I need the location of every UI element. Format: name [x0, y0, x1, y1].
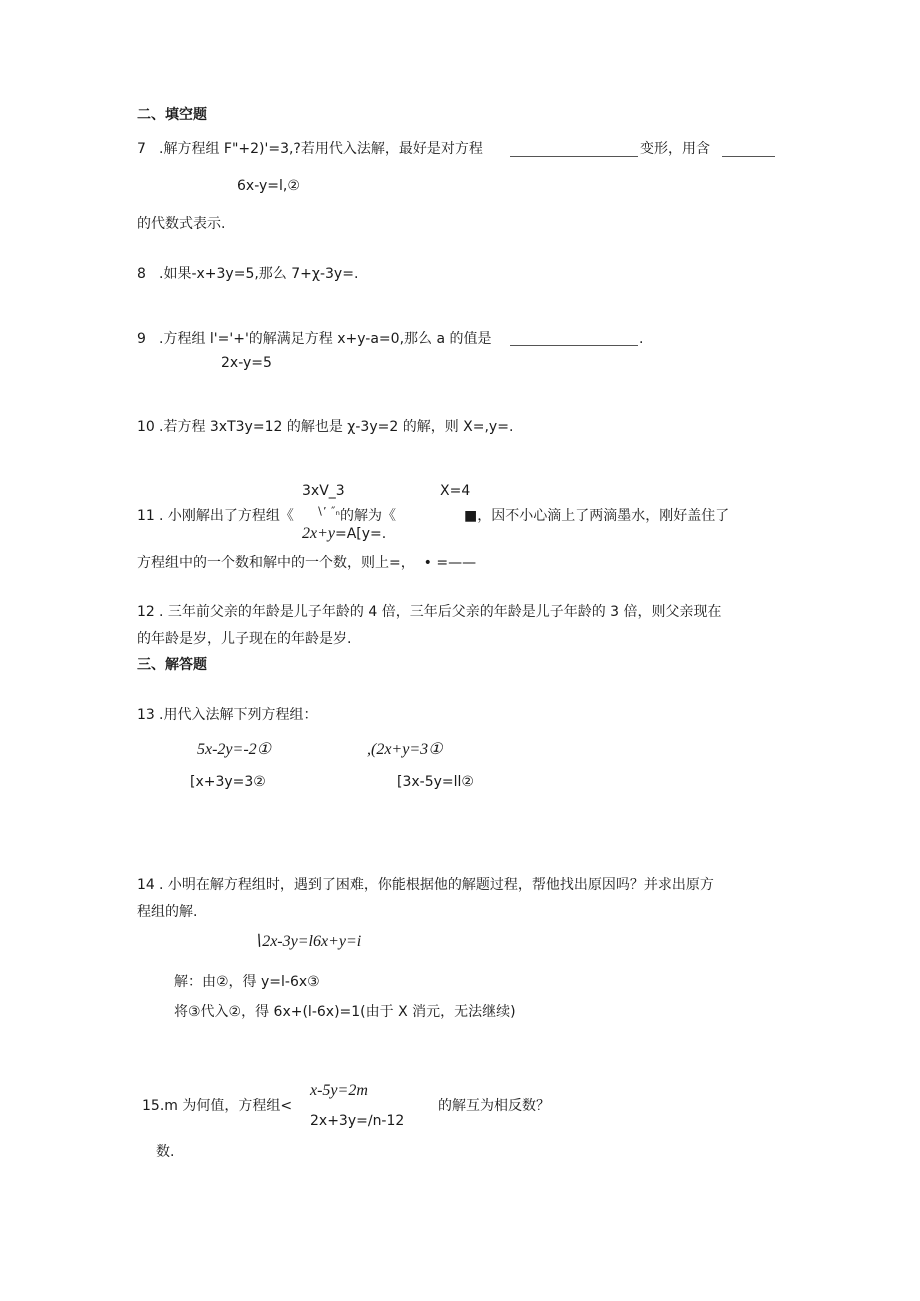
- q7-text-b: 变形，用含: [640, 141, 710, 157]
- q9-number: 9: [137, 331, 146, 347]
- q14-line-1: . 小明在解方程组时，遇到了困难，你能根据他的解题过程，帮他找出原因吗？并求出原方: [159, 877, 714, 893]
- section-heading-fill-in: 二、填空题: [137, 107, 207, 123]
- q10-text: .若方程 3xT3y=12 的解也是 χ-3y=2 的解，则 X=,y=.: [159, 419, 514, 435]
- q12-line-1: . 三年前父亲的年龄是儿子年龄的 4 倍，三年后父亲的年龄是儿子年龄的 3 倍，则父亲现在: [159, 604, 722, 620]
- q13-system1-eq1: 5x-2y=-2①: [197, 741, 271, 758]
- q7-text: .解方程组 F"+2)'=3,?若用代入法解，最好是对方程: [159, 141, 483, 157]
- q11-text-c: ■，因不小心滴上了两滴墨水，刚好盖住了: [464, 508, 730, 524]
- q9-text: .方程组 l'='+'的解满足方程 x+y-a=0,那么 a 的值是: [159, 331, 492, 347]
- q9-equation: 2x-y=5: [221, 355, 272, 371]
- q11-text-b: 的解为《: [340, 508, 396, 524]
- q14-number: 14: [137, 877, 155, 893]
- q15-line-2: 数.: [156, 1144, 175, 1160]
- q13-number: 13: [137, 707, 155, 723]
- q13-system1-eq2: [x+3y=3②: [190, 774, 266, 790]
- q14-solution-line-1: 解：由②，得 y=l-6x③: [174, 974, 320, 990]
- q11-text-a: . 小刚解出了方程组《: [159, 508, 294, 524]
- q11-solution-top: X=4: [440, 483, 471, 499]
- q14-system: ∖2x-3y=l6x+y=i: [252, 933, 362, 950]
- q7-tail: 的代数式表示.: [137, 216, 226, 232]
- q7-blank-1[interactable]: [510, 156, 638, 157]
- q15-label: 15.m 为何值，方程组<: [142, 1098, 293, 1114]
- q7-equation: 6x-y=l,②: [237, 178, 300, 194]
- q14-line-2: 程组的解.: [137, 904, 198, 920]
- q13-system2-eq1: ,(2x+y=3①: [367, 741, 443, 758]
- q11-line-2: 方程组中的一个数和解中的一个数，则上=， • =——: [137, 555, 477, 571]
- q11-number: 11: [137, 508, 155, 524]
- q9-end: .: [639, 331, 644, 347]
- section-heading-answers: 三、解答题: [137, 657, 207, 673]
- q7-number: 7: [137, 141, 146, 157]
- q8-text: .如果-x+3y=5,那么 7+χ-3y=.: [159, 266, 359, 282]
- q13-system2-eq2: [3x-5y=ll②: [397, 774, 474, 790]
- q7-blank-2[interactable]: [722, 156, 775, 157]
- q8-number: 8: [137, 266, 146, 282]
- q11-italic-part: 2x+y: [302, 525, 335, 542]
- q11-system-top: 3xV_3: [302, 483, 345, 499]
- q15-equation-1: x-5y=2m: [310, 1082, 368, 1099]
- q14-solution-line-2: 将③代入②，得 6x+(l-6x)=1(由于 X 消元，无法继续): [174, 1004, 516, 1020]
- q9-blank[interactable]: [510, 345, 638, 346]
- q11-system-bottom: [302, 525, 386, 543]
- q11-ink-smudge: ∖ʼ ˝ₙ: [316, 505, 340, 518]
- q15-equation-2: 2x+3y=∕n-12: [310, 1113, 405, 1129]
- q12-number: 12: [137, 604, 155, 620]
- q12-line-2: 的年龄是岁，儿子现在的年龄是岁.: [137, 631, 352, 647]
- q10-number: 10: [137, 419, 155, 435]
- q13-text: .用代入法解下列方程组：: [159, 707, 318, 723]
- q15-tail: 的解互为相反数？: [438, 1098, 550, 1114]
- q11-rest-part: =A[y=.: [335, 526, 387, 542]
